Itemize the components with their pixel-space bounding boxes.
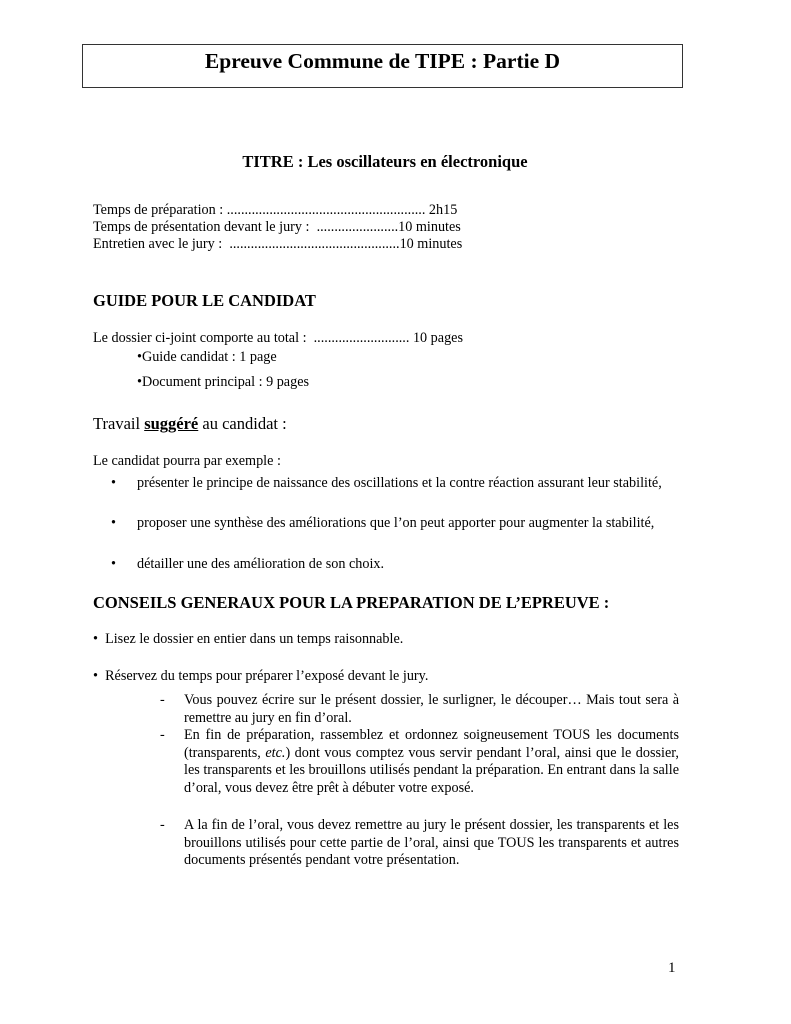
timing-line: Temps de préparation : ........................................................ 2h15 xyxy=(93,202,458,218)
guide-list-item: •Guide candidat : 1 page xyxy=(137,349,277,365)
dash-icon: - xyxy=(160,692,165,708)
timing-block xyxy=(93,202,462,253)
travail-intro: Le candidat pourra par exemple : xyxy=(93,453,281,469)
dash-icon: - xyxy=(160,817,165,833)
conseils-heading: CONSEILS GENERAUX POUR LA PREPARATION DE L’EPREUVE : xyxy=(93,593,610,612)
guide-heading: GUIDE POUR LE CANDIDAT xyxy=(93,291,316,310)
travail-heading: Travail suggéré au candidat : xyxy=(93,414,287,433)
bullet-icon: • xyxy=(137,349,142,365)
bullet-icon: • xyxy=(111,475,116,491)
bullet-icon: • xyxy=(93,631,98,647)
timing-line: Temps de présentation devant le jury : .......................10 minutes xyxy=(93,219,461,235)
page-number: 1 xyxy=(668,960,676,976)
guide-list-item: •Document principal : 9 pages xyxy=(137,374,310,390)
conseils-list-item: • Réservez du temps pour préparer l’exposé devant le jury. xyxy=(93,668,429,684)
bullet-icon: • xyxy=(111,556,116,572)
subject-title: TITRE : Les oscillateurs en électronique xyxy=(242,152,528,171)
conseils-list-item: • Lisez le dossier en entier dans un temps raisonnable. xyxy=(93,631,404,647)
bullet-icon: • xyxy=(137,374,142,390)
bullet-icon: • xyxy=(93,668,98,684)
document-title-box xyxy=(82,44,683,88)
dash-icon: - xyxy=(160,727,165,743)
timing-line: Entretien avec le jury : ................................................10 minutes xyxy=(93,236,463,252)
total-pages-line: Le dossier ci-joint comporte au total : ........................... 10 pages xyxy=(93,330,463,346)
document-title: Epreuve Commune de TIPE : Partie D xyxy=(204,49,561,73)
bullet-icon: • xyxy=(111,515,116,531)
